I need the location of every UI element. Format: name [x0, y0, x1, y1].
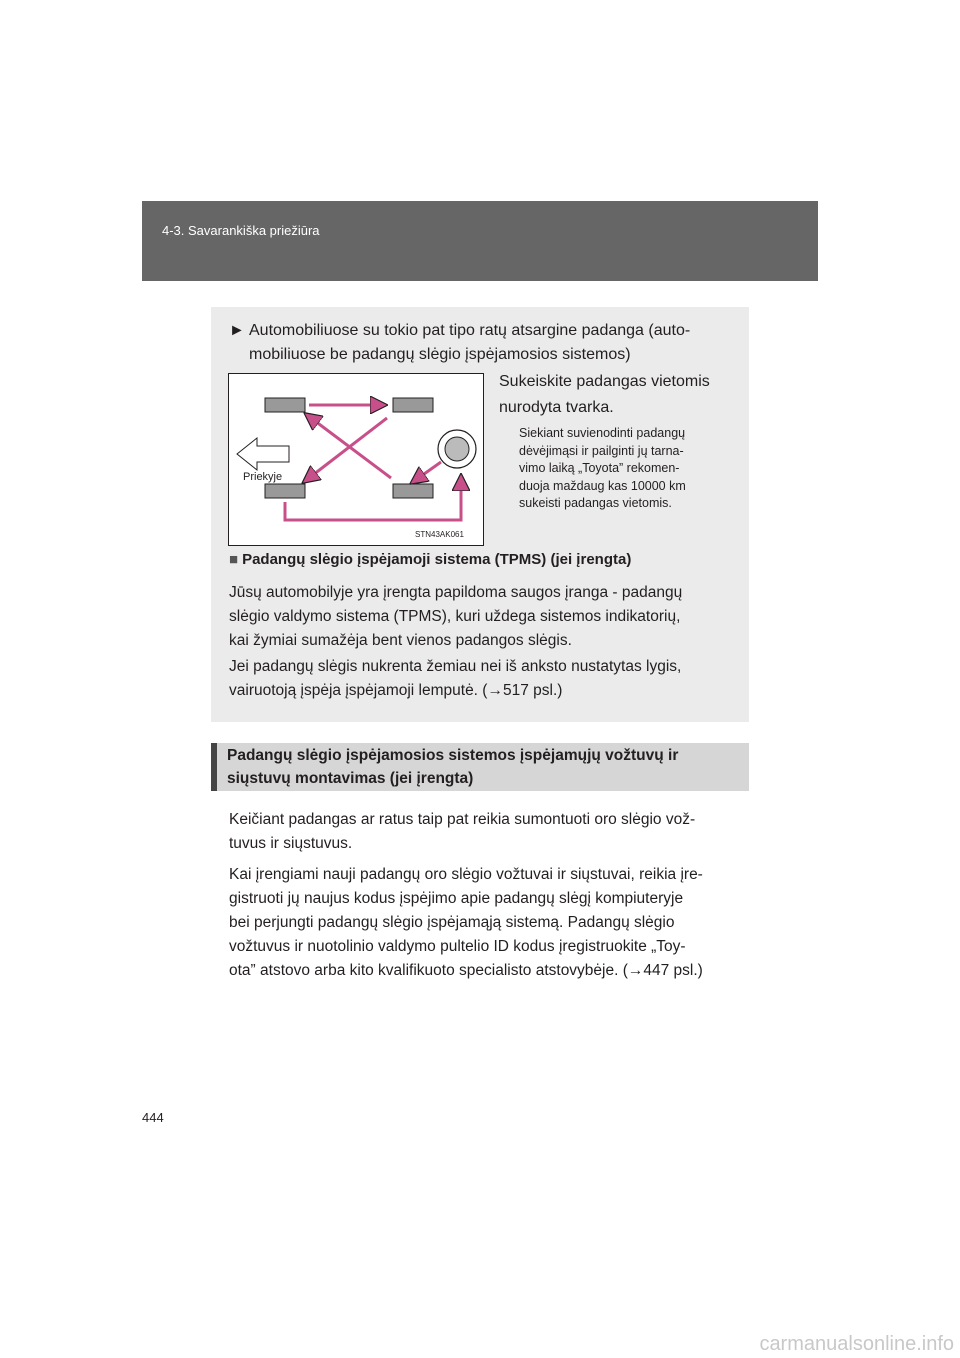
text-line: ota” atstovo arba kito kvalifikuoto specialisto atstovybėje. (→447 psl.)	[229, 962, 703, 979]
text-line: gistruoti jų naujus kodus įspėjimo apie padangų slėgį kompiuteryje	[229, 890, 684, 907]
front-label: Priekyje	[243, 471, 283, 483]
tire-front-right	[393, 398, 433, 412]
note-line: vimo laiką „Toyota” rekomen-	[519, 461, 680, 475]
section-title: 4-3. Savarankiška priežiūra	[162, 223, 320, 238]
body-paragraph-2	[229, 863, 744, 983]
tpms-paragraph-1	[229, 581, 727, 653]
bullet-item	[229, 319, 729, 343]
section-heading	[211, 743, 749, 791]
note-line: Siekiant suvienodinti padangų	[519, 426, 686, 440]
body-paragraph-1	[229, 808, 744, 856]
text-line: Keičiant padangas ar ratus taip pat reikia sumontuoti oro slėgio vož-	[229, 811, 696, 828]
tpms-heading	[229, 551, 631, 568]
rotation-text-line1: Sukeiskite padangas vietomis	[499, 373, 710, 390]
heading-line: siųstuvų montavimas (jei įrengta)	[227, 770, 474, 787]
section-heading-text	[227, 744, 745, 790]
tire-rear-left	[265, 484, 305, 498]
bullet-text-line1: Automobiliuose su tokio pat tipo ratų atsargine padanga (auto-	[249, 322, 691, 339]
figure-code: STN43AK061	[415, 530, 464, 539]
text-line: Kai įrengiami nauji padangų oro slėgio vožtuvai ir siųstuvai, reikia įre-	[229, 866, 703, 883]
arrow-rl-to-spare	[285, 482, 461, 520]
tpms-paragraph-2	[229, 655, 727, 703]
bullet-triangle-icon: ►	[229, 322, 245, 339]
text-line: vožtuvus ir nuotolinio valdymo pultelio ID kodus įregistruokite „Toy-	[229, 938, 686, 955]
heading-line: Padangų slėgio įspėjamosios sistemos įspėjamųjų vožtuvų ir	[227, 747, 679, 764]
arrow-spare-to-rr	[417, 462, 441, 479]
tire-rear-right	[393, 484, 433, 498]
bullet-text-line2: mobiliuose be padangų slėgio įspėjamosios sistemos)	[249, 346, 631, 363]
square-bullet-icon: ■	[229, 551, 239, 568]
header-band	[142, 201, 818, 281]
note-line: dėvėjimąsi ir pailginti jų tarna-	[519, 443, 684, 458]
info-box	[211, 307, 749, 722]
text-line: Jei padangų slėgis nukrenta žemiau nei iš anksto nustatytas lygis,	[229, 658, 682, 675]
spare-tire-inner	[445, 437, 469, 461]
tire-rotation-figure	[228, 373, 484, 546]
watermark: carmanualsonline.info	[759, 1333, 954, 1355]
rotation-instruction	[499, 369, 727, 421]
text-line: tuvus ir siųstuvus.	[229, 835, 353, 852]
text-line: bei perjungti padangų slėgio įspėjamąją sistemą. Padangų slėgio	[229, 914, 675, 931]
text-line: vairuotoją įspėja įspėjamoji lemputė. (→517 psl.)	[229, 682, 563, 699]
rotation-text-line2: nurodyta tvarka.	[499, 399, 614, 416]
text-line: kai žymiai sumažėja bent vienos padangos slėgis.	[229, 632, 572, 649]
note-line: duoja maždaug kas 10000 km	[519, 478, 686, 493]
rotation-note	[519, 425, 727, 513]
note-line: sukeisti padangas vietomis.	[519, 496, 672, 510]
text-line: slėgio valdymo sistema (TPMS), kuri uždega sistemos indikatorių,	[229, 608, 681, 625]
text-line: Jūsų automobilyje yra įrengta papildoma saugos įranga - padangų	[229, 584, 683, 601]
tpms-heading-text: Padangų slėgio įspėjamoji sistema (TPMS) (jei įrengta)	[242, 551, 632, 568]
tire-rotation-diagram	[229, 374, 483, 545]
tire-front-left	[265, 398, 305, 412]
front-direction-arrow-icon	[237, 438, 289, 470]
page-number: 444	[142, 1110, 164, 1125]
